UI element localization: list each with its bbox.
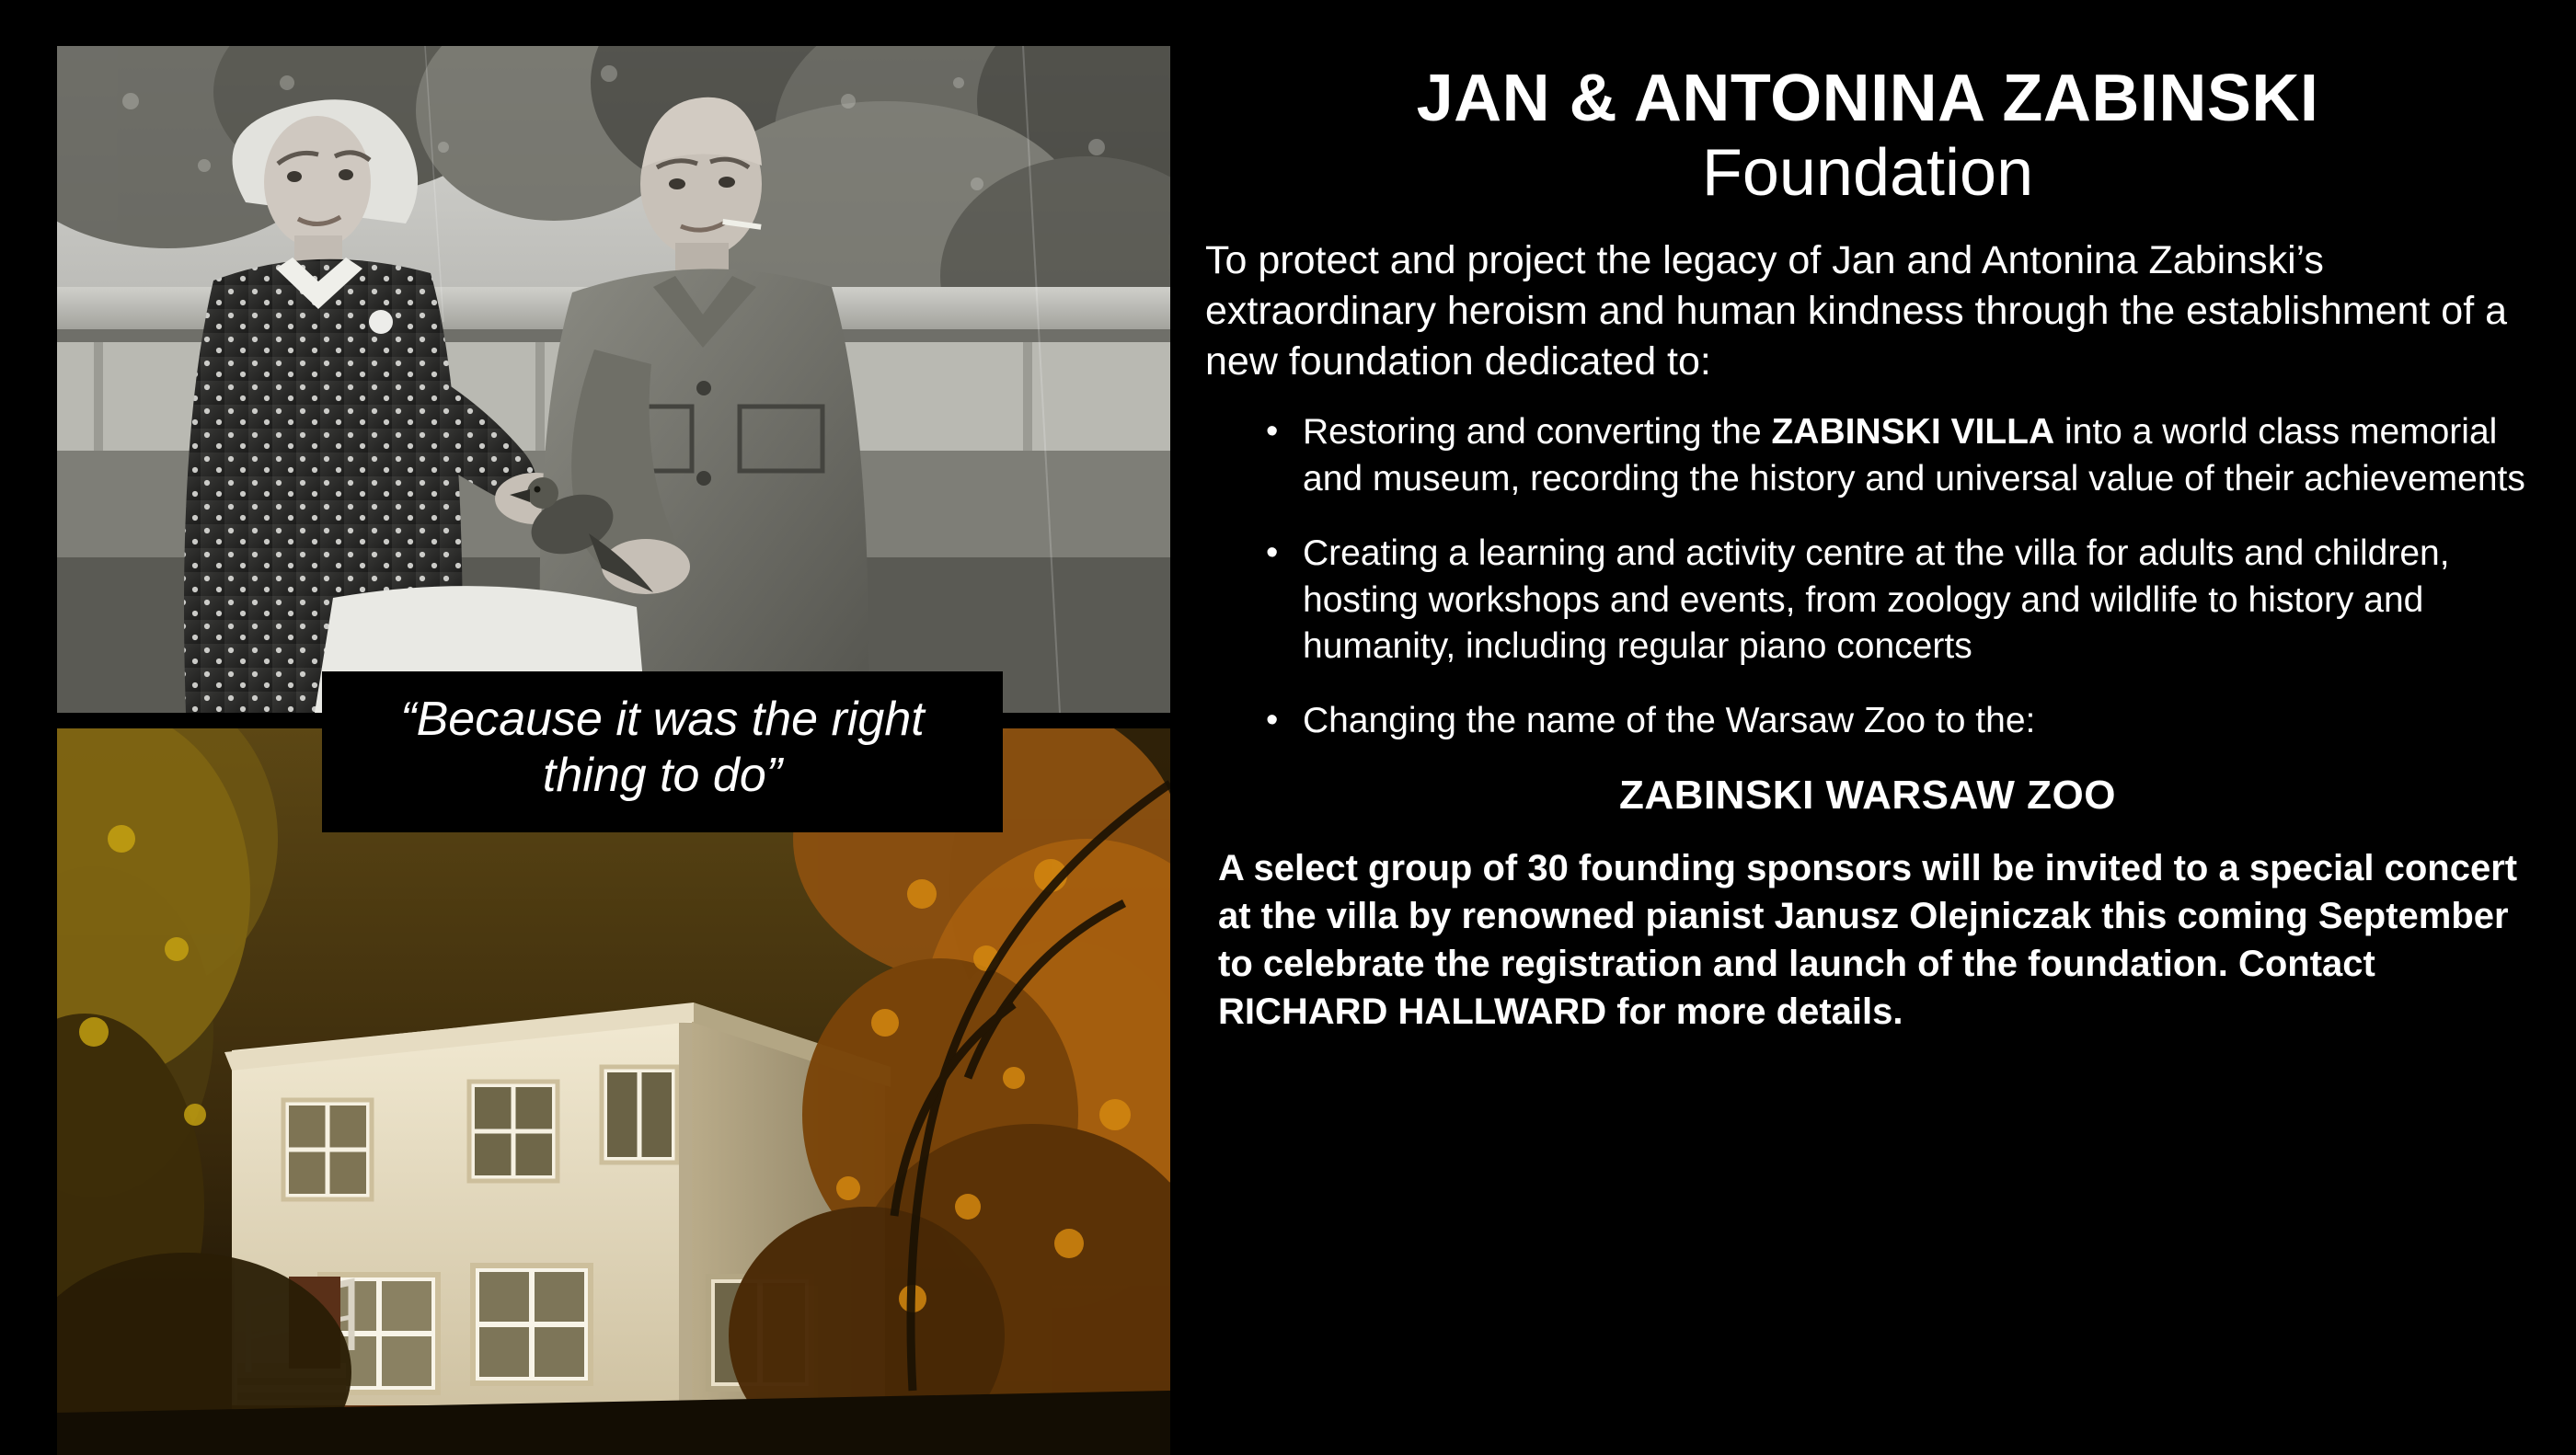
text-column (1205, 63, 2530, 1036)
page-subtitle: Foundation (1701, 136, 2034, 211)
list-item (1246, 409, 2530, 502)
couple-photo-illustration (57, 46, 1170, 713)
bullet-marker: • (1266, 412, 1279, 452)
closing-paragraph: A select group of 30 founding sponsors will be invited to a special concert at the villa by renowned pianist Janusz Olejniczak this coming September to celebrate the registration and launch of the foundation. Contact RICHARD HALLWARD for more details. (1218, 847, 2518, 1032)
photo-zabinski-villa (57, 728, 1170, 1455)
quote-caption (322, 671, 1003, 832)
bullet-text: Restoring and converting the ZABINSKI VILLA into a world class memorial and museum, recording the history and universal value of their achievements (1303, 412, 2525, 499)
list-item (1246, 531, 2530, 670)
quote-text: “Because it was the right thing to do” (400, 693, 925, 803)
page-title: JAN & ANTONINA ZABINSKI (1416, 62, 2319, 135)
villa-photo-illustration (57, 728, 1170, 1455)
bullet-list (1205, 409, 2530, 744)
photo-jan-antonina-zabinski (57, 46, 1170, 713)
images-column (57, 46, 1170, 1407)
bullet-text: Changing the name of the Warsaw Zoo to the: (1303, 700, 2036, 740)
list-item (1246, 698, 2530, 745)
intro-paragraph: To protect and project the legacy of Jan and Antonina Zabinski’s extraordinary heroism and human kindness through the establishment of a new foundation dedicated to: (1205, 238, 2508, 384)
bullet-text: Creating a learning and activity centre at the villa for adults and children, hosting workshops and events, from zoology and wildlife to history and humanity, including regular piano concerts (1303, 533, 2450, 667)
zoo-name-heading: ZABINSKI WARSAW ZOO (1619, 772, 2116, 818)
bullet-marker: • (1266, 700, 1279, 739)
bullet-marker: • (1266, 533, 1279, 572)
